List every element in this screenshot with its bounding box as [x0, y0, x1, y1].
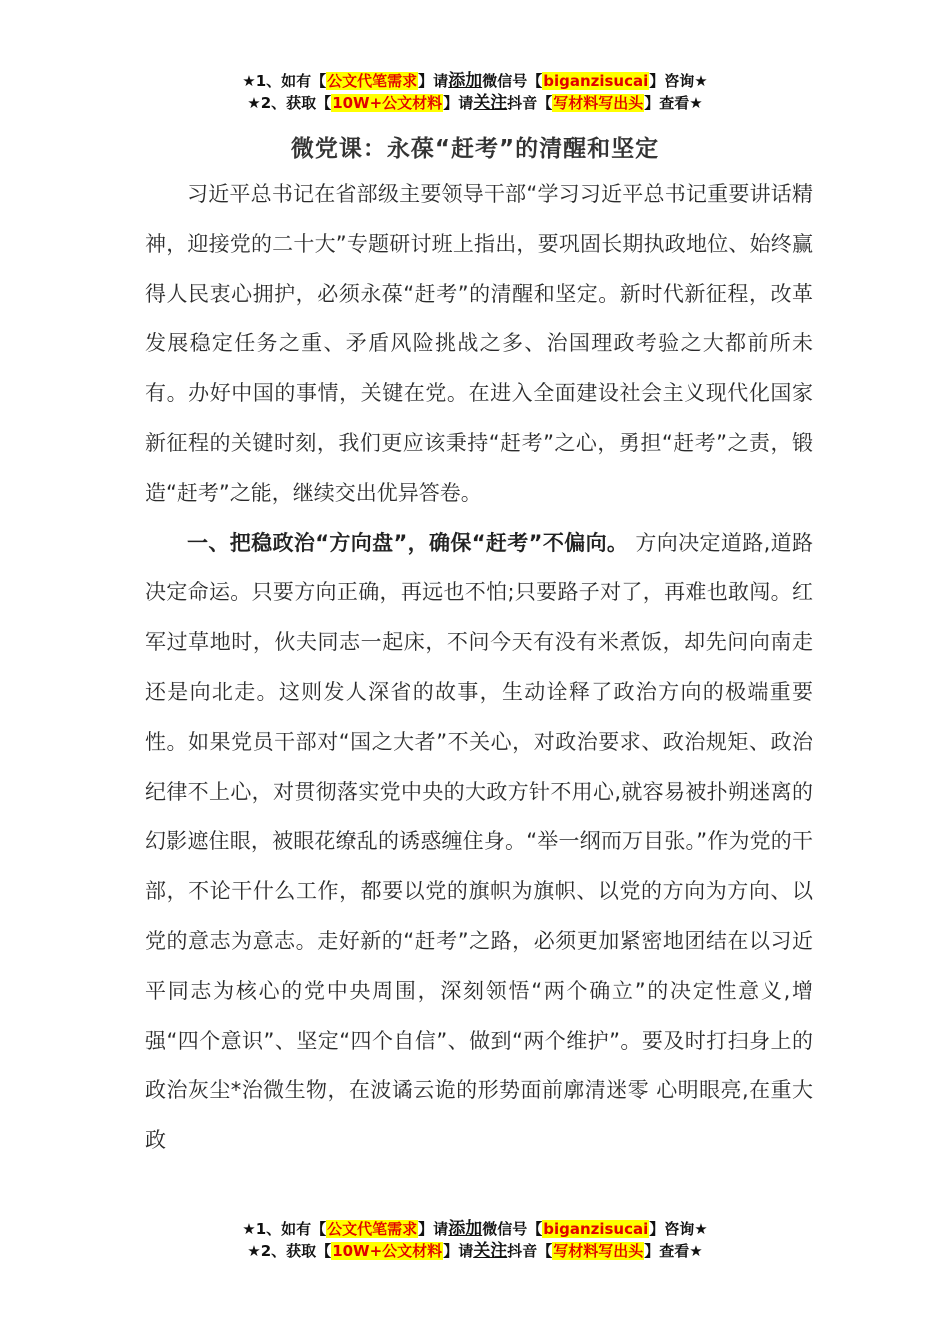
highlight-materials: 10W+公文材料 — [332, 94, 443, 112]
paragraph-section-1 — [145, 519, 813, 1166]
underlined-follow: 关注 — [473, 93, 508, 113]
section-body-1: 方向决定道路,道路决定命运。只要方向正确，再远也不怕;只要路子对了，再难也敢闯。红军过草地时，伙夫同志一起床，不问今天有没有米煮饭，却先问向南走还是向北走。这则发人深省的故事，生动诠释了政治方向的极端重要性。如果党员干部对“国之大者”不关心，对政治要求、政治规矩、政治纪律不上心，对贯彻落实党中央的大政方针不用心,就容易被扑朔迷离的幻影遮住眼，被眼花缭乱的诱惑缠住身。“举一纲而万目张。”作为党的干部，不论干什么工作，都要以党的旗帜为旗帜、以党的方向为方向、以党的意志为意志。走好新的“赶考”之路，必须更加紧密地团结在以习近平同志为核心的党中央周围，深刻领悟“两个确立”的决定性意义,增强“四个意识”、坚定“四个自信”、做到“两个维护”。要及时打扫身上的政治灰尘*治微生物，在波谲云诡的形势面前廓清迷零 心明眼亮,在重大政 — [145, 530, 813, 1153]
underlined-add: 添加 — [448, 1219, 483, 1239]
document-title: 微党课：永葆“赶考”的清醒和坚定 — [290, 136, 660, 162]
highlight-materials: 10W+公文材料 — [332, 1242, 443, 1260]
section-heading-1: 一、把稳政治“方向盘”，确保“赶考”不偏向。 — [187, 530, 629, 555]
highlight-douyin-account: 写材料写出头 — [553, 1242, 644, 1260]
promo-banner-bottom — [0, 1218, 950, 1262]
highlight-service: 公文代笔需求 — [327, 72, 418, 90]
promo-line-1: ★1、如有【公文代笔需求】请添加微信号【biganzisucai】咨询★ — [242, 1219, 708, 1239]
promo-line-2: ★2、获取【10W+公文材料】请关注抖音【写材料写出头】查看★ — [247, 1241, 703, 1261]
promo-banner-top — [0, 70, 950, 114]
highlight-wechat-id: biganzisucai — [543, 1220, 649, 1238]
promo-line-2: ★2、获取【10W+公文材料】请关注抖音【写材料写出头】查看★ — [247, 93, 703, 113]
underlined-add: 添加 — [448, 71, 483, 91]
document-body — [145, 170, 813, 1166]
underlined-follow: 关注 — [473, 1241, 508, 1261]
highlight-douyin-account: 写材料写出头 — [553, 94, 644, 112]
promo-line-1: ★1、如有【公文代笔需求】请添加微信号【biganzisucai】咨询★ — [242, 71, 708, 91]
highlight-wechat-id: biganzisucai — [543, 72, 649, 90]
paragraph-intro: 习近平总书记在省部级主要领导干部“学习习近平总书记重要讲话精神，迎接党的二十大”专题研讨班上指出，要巩固长期执政地位、始终赢得人民衷心拥护，必须永葆“赶考”的清醒和坚定。新时代新征程，改革发展稳定任务之重、矛盾风险挑战之多、治国理政考验之大都前所未有。办好中国的事情，关键在党。在进入全面建设社会主义现代化国家新征程的关键时刻，我们更应该秉持“赶考”之心，勇担“赶考”之责，锻造“赶考”之能，继续交出优异答卷。 — [145, 182, 813, 505]
highlight-service: 公文代笔需求 — [327, 1220, 418, 1238]
